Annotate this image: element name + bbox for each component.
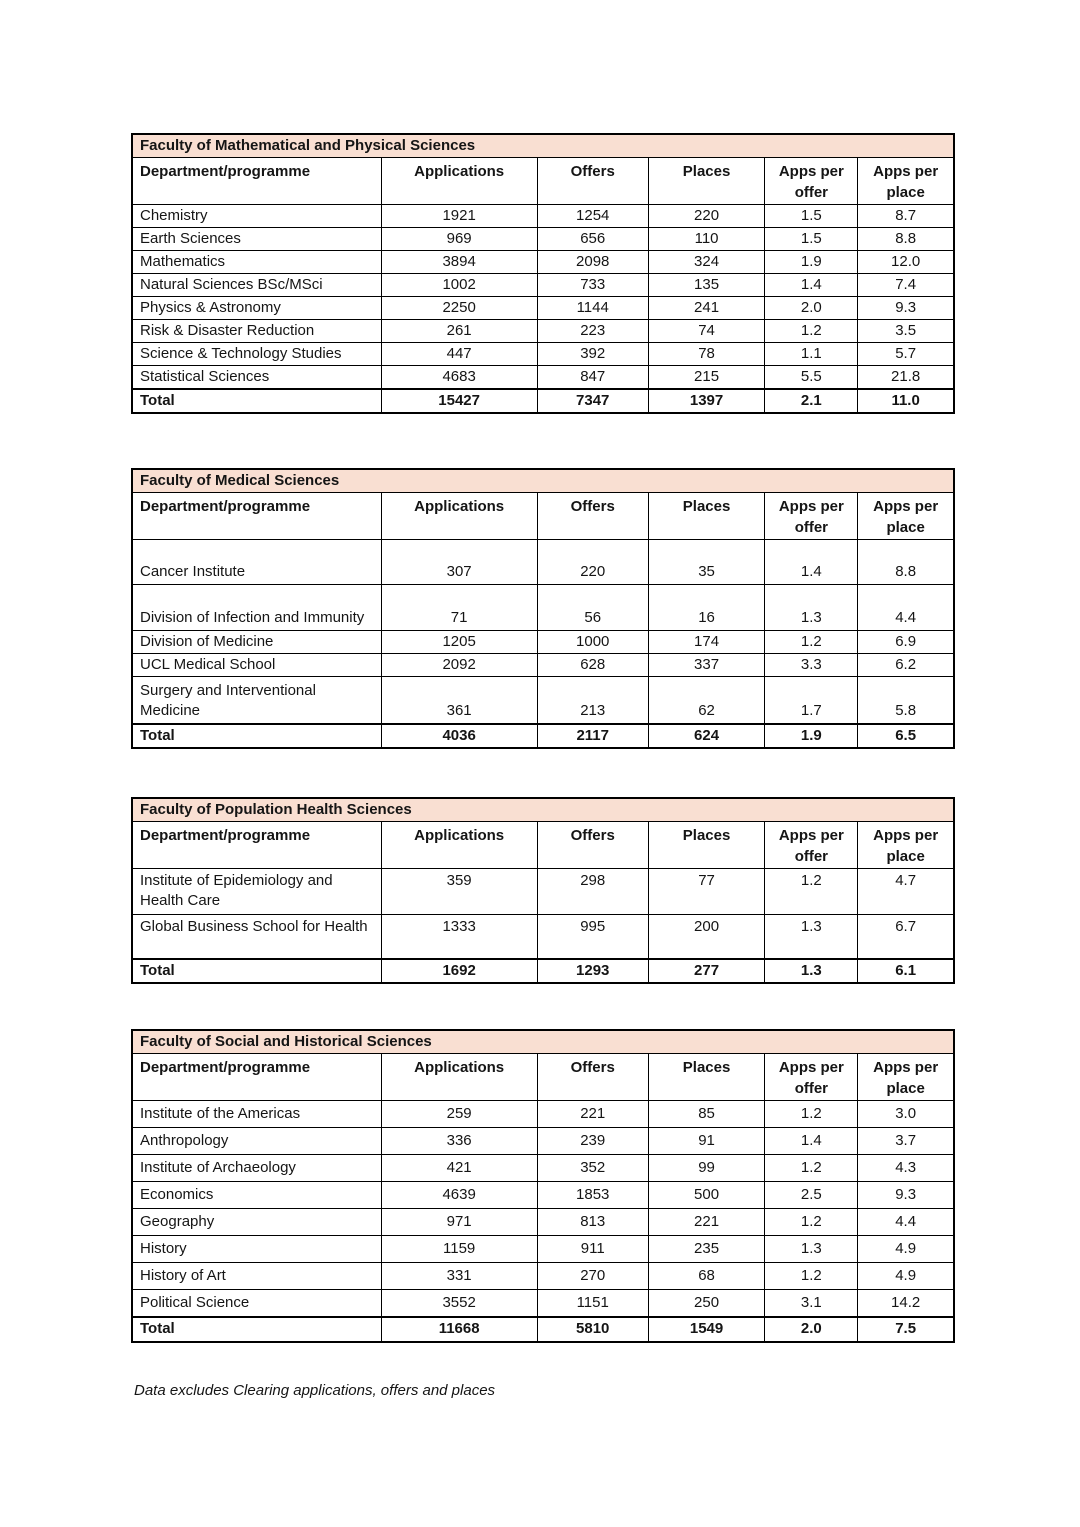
column-header: Department/programme <box>132 821 381 868</box>
column-header: Applications <box>381 158 537 205</box>
value-cell: 21.8 <box>858 366 954 390</box>
value-cell: 2092 <box>381 654 537 677</box>
value-cell: 1.2 <box>765 320 858 343</box>
footnote: Data excludes Clearing applications, offers and places <box>134 1381 496 1399</box>
table-row <box>132 914 954 959</box>
table-header-row <box>132 1054 954 1101</box>
department-cell: Science & Technology Studies <box>132 343 381 366</box>
table-row <box>132 1290 954 1317</box>
table-row <box>132 1101 954 1128</box>
value-cell: 1.2 <box>765 1209 858 1236</box>
table-row <box>132 1209 954 1236</box>
total-value-cell: 7.5 <box>858 1317 954 1342</box>
column-header: Offers <box>537 1054 648 1101</box>
table-title: Faculty of Medical Sciences <box>132 469 954 493</box>
table-row <box>132 297 954 320</box>
column-header: Applications <box>381 821 537 868</box>
value-cell: 1.5 <box>765 228 858 251</box>
value-cell: 1159 <box>381 1236 537 1263</box>
value-cell: 298 <box>537 868 648 914</box>
total-value-cell: 2117 <box>537 724 648 748</box>
faculty-table-block <box>131 468 955 749</box>
value-cell: 1151 <box>537 1290 648 1317</box>
value-cell: 324 <box>648 251 765 274</box>
department-cell: Global Business School for Health <box>132 914 381 959</box>
value-cell: 91 <box>648 1128 765 1155</box>
department-cell: History of Art <box>132 1263 381 1290</box>
column-header: Apps per offer <box>765 158 858 205</box>
total-value-cell: 1549 <box>648 1317 765 1342</box>
faculty-table-block <box>131 797 955 985</box>
table-row <box>132 677 954 724</box>
total-value-cell: 1.9 <box>765 724 858 748</box>
table-row <box>132 654 954 677</box>
table-title-row <box>132 1030 954 1054</box>
table-row <box>132 366 954 390</box>
value-cell: 359 <box>381 868 537 914</box>
table-total-row <box>132 724 954 748</box>
value-cell: 213 <box>537 677 648 724</box>
value-cell: 2250 <box>381 297 537 320</box>
table-row <box>132 1236 954 1263</box>
value-cell: 1002 <box>381 274 537 297</box>
value-cell: 4.9 <box>858 1236 954 1263</box>
department-cell: Chemistry <box>132 205 381 228</box>
value-cell: 847 <box>537 366 648 390</box>
value-cell: 352 <box>537 1155 648 1182</box>
value-cell: 7.4 <box>858 274 954 297</box>
column-header: Offers <box>537 493 648 540</box>
value-cell: 392 <box>537 343 648 366</box>
value-cell: 9.3 <box>858 1182 954 1209</box>
total-value-cell: 1.3 <box>765 959 858 983</box>
table-total-row <box>132 1317 954 1342</box>
faculty-data-table <box>131 797 955 985</box>
value-cell: 1.4 <box>765 1128 858 1155</box>
table-row <box>132 343 954 366</box>
column-header: Department/programme <box>132 158 381 205</box>
value-cell: 99 <box>648 1155 765 1182</box>
faculty-data-table <box>131 1029 955 1343</box>
table-total-row <box>132 389 954 413</box>
value-cell: 1.2 <box>765 1263 858 1290</box>
value-cell: 4.7 <box>858 868 954 914</box>
value-cell: 4.4 <box>858 1209 954 1236</box>
table-header-row <box>132 821 954 868</box>
value-cell: 969 <box>381 228 537 251</box>
column-header: Places <box>648 1054 765 1101</box>
value-cell: 239 <box>537 1128 648 1155</box>
value-cell: 85 <box>648 1101 765 1128</box>
department-cell: Division of Infection and Immunity <box>132 585 381 631</box>
value-cell: 1.4 <box>765 274 858 297</box>
value-cell: 3.1 <box>765 1290 858 1317</box>
faculty-table-block <box>131 1029 955 1343</box>
table-row <box>132 320 954 343</box>
table-row <box>132 251 954 274</box>
value-cell: 5.5 <box>765 366 858 390</box>
value-cell: 74 <box>648 320 765 343</box>
value-cell: 336 <box>381 1128 537 1155</box>
total-value-cell: 2.1 <box>765 389 858 413</box>
value-cell: 16 <box>648 585 765 631</box>
value-cell: 12.0 <box>858 251 954 274</box>
table-title-row <box>132 798 954 822</box>
column-header: Department/programme <box>132 493 381 540</box>
faculty-table-block <box>131 133 955 414</box>
value-cell: 911 <box>537 1236 648 1263</box>
value-cell: 1.2 <box>765 631 858 654</box>
table-title: Faculty of Population Health Sciences <box>132 798 954 822</box>
value-cell: 8.7 <box>858 205 954 228</box>
value-cell: 215 <box>648 366 765 390</box>
value-cell: 14.2 <box>858 1290 954 1317</box>
table-row <box>132 585 954 631</box>
value-cell: 9.3 <box>858 297 954 320</box>
department-cell: History <box>132 1236 381 1263</box>
column-header: Apps per offer <box>765 493 858 540</box>
value-cell: 135 <box>648 274 765 297</box>
value-cell: 1000 <box>537 631 648 654</box>
value-cell: 261 <box>381 320 537 343</box>
column-header: Places <box>648 158 765 205</box>
total-value-cell: 1397 <box>648 389 765 413</box>
value-cell: 6.2 <box>858 654 954 677</box>
department-cell: Political Science <box>132 1290 381 1317</box>
column-header: Apps per offer <box>765 821 858 868</box>
value-cell: 1.4 <box>765 540 858 585</box>
tables-container <box>131 133 955 1343</box>
department-cell: Geography <box>132 1209 381 1236</box>
value-cell: 1144 <box>537 297 648 320</box>
table-title-row <box>132 134 954 158</box>
value-cell: 4.4 <box>858 585 954 631</box>
department-cell: Statistical Sciences <box>132 366 381 390</box>
value-cell: 56 <box>537 585 648 631</box>
value-cell: 1.2 <box>765 1101 858 1128</box>
value-cell: 1254 <box>537 205 648 228</box>
value-cell: 174 <box>648 631 765 654</box>
value-cell: 3894 <box>381 251 537 274</box>
department-cell: Earth Sciences <box>132 228 381 251</box>
value-cell: 1.2 <box>765 868 858 914</box>
total-label-cell: Total <box>132 724 381 748</box>
value-cell: 2.5 <box>765 1182 858 1209</box>
total-value-cell: 6.5 <box>858 724 954 748</box>
value-cell: 200 <box>648 914 765 959</box>
value-cell: 2098 <box>537 251 648 274</box>
faculty-data-table <box>131 133 955 414</box>
department-cell: Institute of the Americas <box>132 1101 381 1128</box>
table-row <box>132 1155 954 1182</box>
value-cell: 656 <box>537 228 648 251</box>
value-cell: 78 <box>648 343 765 366</box>
total-value-cell: 1293 <box>537 959 648 983</box>
department-cell: Division of Medicine <box>132 631 381 654</box>
value-cell: 1.1 <box>765 343 858 366</box>
value-cell: 307 <box>381 540 537 585</box>
value-cell: 5.7 <box>858 343 954 366</box>
value-cell: 250 <box>648 1290 765 1317</box>
column-header: Applications <box>381 493 537 540</box>
column-header: Places <box>648 821 765 868</box>
value-cell: 421 <box>381 1155 537 1182</box>
value-cell: 447 <box>381 343 537 366</box>
value-cell: 270 <box>537 1263 648 1290</box>
column-header: Applications <box>381 1054 537 1101</box>
total-value-cell: 5810 <box>537 1317 648 1342</box>
column-header: Department/programme <box>132 1054 381 1101</box>
value-cell: 1.3 <box>765 585 858 631</box>
department-cell: Risk & Disaster Reduction <box>132 320 381 343</box>
value-cell: 241 <box>648 297 765 320</box>
column-header: Offers <box>537 821 648 868</box>
table-row <box>132 540 954 585</box>
value-cell: 1.2 <box>765 1155 858 1182</box>
total-value-cell: 1692 <box>381 959 537 983</box>
value-cell: 1333 <box>381 914 537 959</box>
value-cell: 995 <box>537 914 648 959</box>
value-cell: 971 <box>381 1209 537 1236</box>
value-cell: 1921 <box>381 205 537 228</box>
table-row <box>132 1182 954 1209</box>
column-header: Apps per place <box>858 821 954 868</box>
table-total-row <box>132 959 954 983</box>
value-cell: 8.8 <box>858 540 954 585</box>
faculty-data-table <box>131 468 955 749</box>
total-value-cell: 277 <box>648 959 765 983</box>
value-cell: 77 <box>648 868 765 914</box>
table-header-row <box>132 158 954 205</box>
value-cell: 3.5 <box>858 320 954 343</box>
department-cell: Surgery and Interventional Medicine <box>132 677 381 724</box>
value-cell: 6.9 <box>858 631 954 654</box>
department-cell: Natural Sciences BSc/MSci <box>132 274 381 297</box>
value-cell: 337 <box>648 654 765 677</box>
department-cell: Economics <box>132 1182 381 1209</box>
value-cell: 3552 <box>381 1290 537 1317</box>
value-cell: 500 <box>648 1182 765 1209</box>
table-row <box>132 228 954 251</box>
column-header: Apps per place <box>858 493 954 540</box>
value-cell: 6.7 <box>858 914 954 959</box>
value-cell: 1.3 <box>765 1236 858 1263</box>
table-row <box>132 868 954 914</box>
table-row <box>132 274 954 297</box>
total-label-cell: Total <box>132 959 381 983</box>
value-cell: 331 <box>381 1263 537 1290</box>
department-cell: UCL Medical School <box>132 654 381 677</box>
value-cell: 221 <box>537 1101 648 1128</box>
total-value-cell: 2.0 <box>765 1317 858 1342</box>
value-cell: 3.7 <box>858 1128 954 1155</box>
value-cell: 3.3 <box>765 654 858 677</box>
value-cell: 235 <box>648 1236 765 1263</box>
value-cell: 361 <box>381 677 537 724</box>
column-header: Offers <box>537 158 648 205</box>
value-cell: 813 <box>537 1209 648 1236</box>
department-cell: Institute of Epidemiology and Health Care <box>132 868 381 914</box>
department-cell: Cancer Institute <box>132 540 381 585</box>
value-cell: 628 <box>537 654 648 677</box>
total-value-cell: 624 <box>648 724 765 748</box>
table-title: Faculty of Mathematical and Physical Sciences <box>132 134 954 158</box>
total-value-cell: 11668 <box>381 1317 537 1342</box>
value-cell: 35 <box>648 540 765 585</box>
total-value-cell: 7347 <box>537 389 648 413</box>
value-cell: 4.3 <box>858 1155 954 1182</box>
value-cell: 4.9 <box>858 1263 954 1290</box>
value-cell: 221 <box>648 1209 765 1236</box>
value-cell: 259 <box>381 1101 537 1128</box>
column-header: Places <box>648 493 765 540</box>
value-cell: 733 <box>537 274 648 297</box>
column-header: Apps per place <box>858 1054 954 1101</box>
table-row <box>132 1128 954 1155</box>
column-header: Apps per offer <box>765 1054 858 1101</box>
value-cell: 1.9 <box>765 251 858 274</box>
value-cell: 3.0 <box>858 1101 954 1128</box>
total-value-cell: 4036 <box>381 724 537 748</box>
value-cell: 1.3 <box>765 914 858 959</box>
value-cell: 5.8 <box>858 677 954 724</box>
table-row <box>132 205 954 228</box>
value-cell: 71 <box>381 585 537 631</box>
department-cell: Institute of Archaeology <box>132 1155 381 1182</box>
total-value-cell: 15427 <box>381 389 537 413</box>
table-row <box>132 1263 954 1290</box>
total-value-cell: 11.0 <box>858 389 954 413</box>
total-label-cell: Total <box>132 1317 381 1342</box>
value-cell: 68 <box>648 1263 765 1290</box>
department-cell: Anthropology <box>132 1128 381 1155</box>
table-title-row <box>132 469 954 493</box>
value-cell: 110 <box>648 228 765 251</box>
value-cell: 2.0 <box>765 297 858 320</box>
table-title: Faculty of Social and Historical Sciences <box>132 1030 954 1054</box>
total-label-cell: Total <box>132 389 381 413</box>
value-cell: 1205 <box>381 631 537 654</box>
table-row <box>132 631 954 654</box>
value-cell: 4639 <box>381 1182 537 1209</box>
page-content <box>131 133 955 1401</box>
value-cell: 1.5 <box>765 205 858 228</box>
value-cell: 1.7 <box>765 677 858 724</box>
value-cell: 1853 <box>537 1182 648 1209</box>
department-cell: Mathematics <box>132 251 381 274</box>
value-cell: 8.8 <box>858 228 954 251</box>
value-cell: 220 <box>537 540 648 585</box>
value-cell: 220 <box>648 205 765 228</box>
value-cell: 62 <box>648 677 765 724</box>
column-header: Apps per place <box>858 158 954 205</box>
department-cell: Physics & Astronomy <box>132 297 381 320</box>
total-value-cell: 6.1 <box>858 959 954 983</box>
table-header-row <box>132 493 954 540</box>
value-cell: 4683 <box>381 366 537 390</box>
value-cell: 223 <box>537 320 648 343</box>
